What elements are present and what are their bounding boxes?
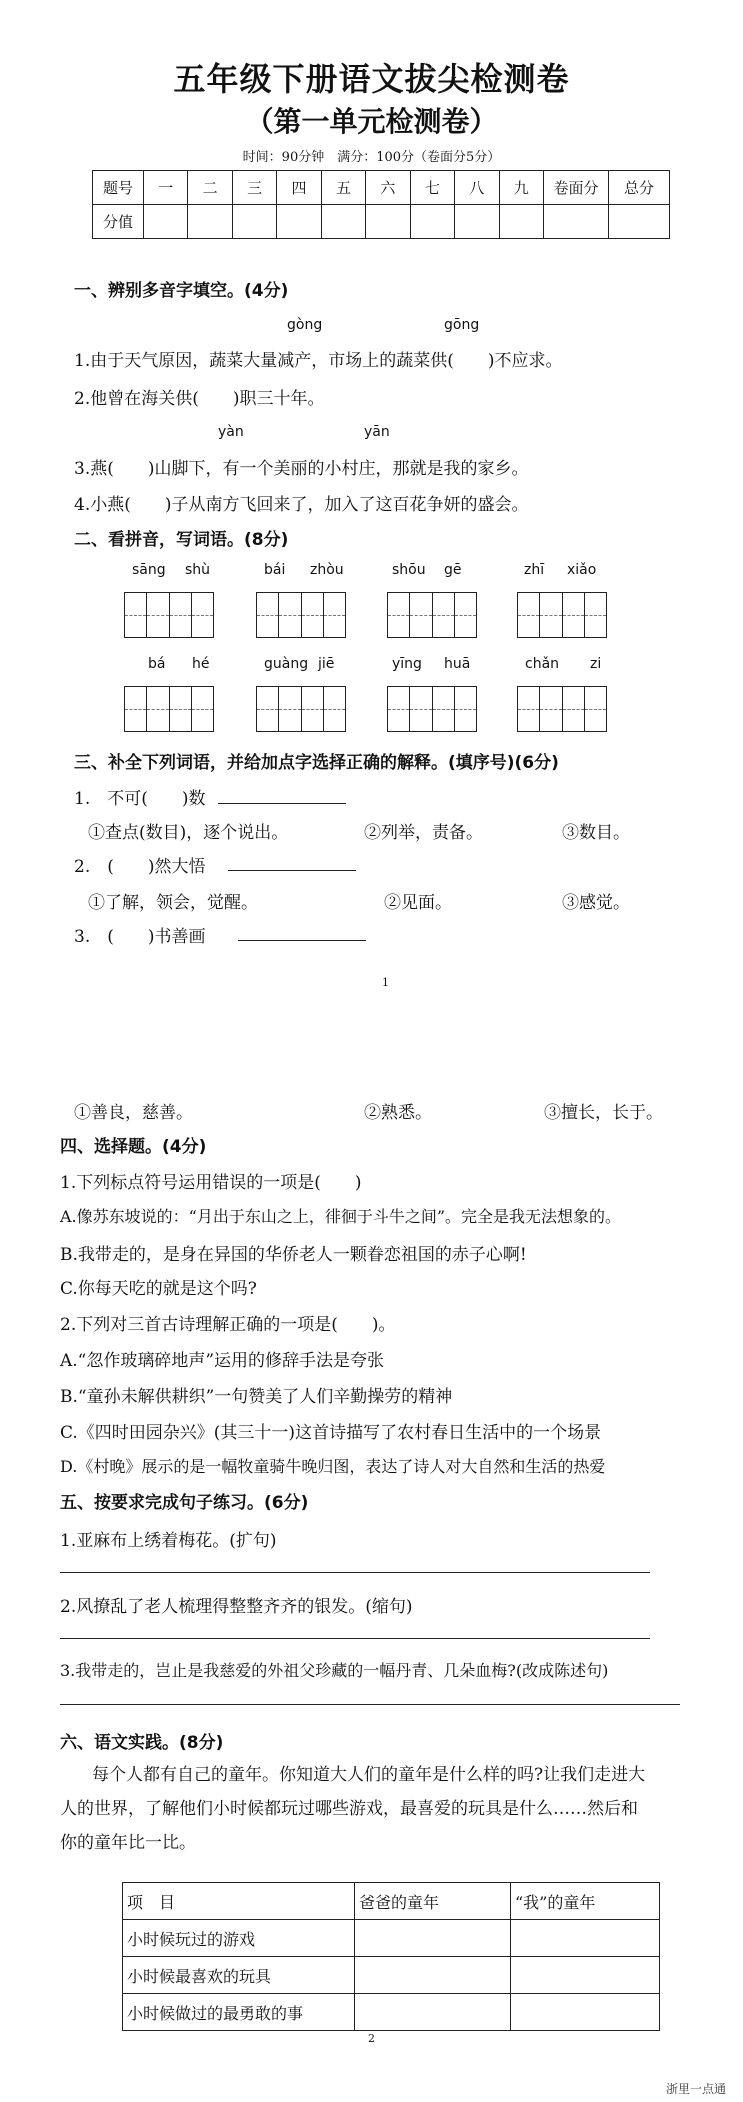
- table-row-label: 小时候做过的最勇敢的事: [123, 1994, 355, 2031]
- score-cell: 一: [144, 171, 188, 205]
- answer-line[interactable]: [218, 803, 346, 804]
- question-text: 2.他曾在海关供( )职三十年。: [74, 389, 325, 409]
- section-heading: 四、选择题。(4分): [60, 1137, 207, 1157]
- score-input-cell[interactable]: [544, 205, 609, 239]
- score-input-cell[interactable]: [277, 205, 321, 239]
- answer-line[interactable]: [60, 1704, 680, 1705]
- option-text: ②见面。: [384, 893, 452, 913]
- option-text: ③数目。: [562, 823, 630, 843]
- exam-meta: 时间：90分钟 满分：100分（卷面分5分）: [242, 150, 501, 165]
- section-heading: 一、辨别多音字填空。(4分): [74, 281, 289, 301]
- score-cell: 五: [321, 171, 365, 205]
- pinyin: xiǎo: [567, 562, 597, 578]
- score-cell: 八: [455, 171, 499, 205]
- score-input-cell[interactable]: [499, 205, 544, 239]
- table-answer-cell[interactable]: [355, 1957, 511, 1994]
- score-cell: 七: [410, 171, 454, 205]
- score-cell: 卷面分: [544, 171, 609, 205]
- score-input-cell[interactable]: [410, 205, 454, 239]
- score-input-cell[interactable]: [144, 205, 188, 239]
- table-answer-cell[interactable]: [511, 1957, 660, 1994]
- score-cell: 六: [366, 171, 410, 205]
- option-text: C.《四时田园杂兴》(其三十一)这首诗描写了农村春日生活中的一个场景: [60, 1423, 602, 1443]
- option-text: D.《村晚》展示的是一幅牧童骑牛晚归图，表达了诗人对大自然和生活的热爱: [60, 1457, 606, 1476]
- table-answer-cell[interactable]: [511, 1920, 660, 1957]
- question-text: 1.下列标点符号运用错误的一项是( ): [60, 1173, 362, 1193]
- score-input-cell[interactable]: [188, 205, 232, 239]
- pinyin: zhòu: [310, 562, 344, 578]
- table-header-cell: 项 目: [123, 1883, 355, 1920]
- option-text: ②列举，责备。: [364, 823, 483, 843]
- page-number: 1: [382, 976, 389, 989]
- answer-line[interactable]: [238, 940, 366, 941]
- score-input-cell[interactable]: [609, 205, 670, 239]
- question-text: 2.下列对三首古诗理解正确的一项是( )。: [60, 1315, 396, 1335]
- table-answer-cell[interactable]: [511, 1994, 660, 2031]
- option-text: ①查点(数目)，逐个说出。: [88, 823, 289, 843]
- question-text: 3.燕( )山脚下，有一个美丽的小村庄，那就是我的家乡。: [74, 459, 529, 479]
- option-text: ②熟悉。: [364, 1103, 432, 1123]
- option-text: ①善良，慈善。: [74, 1103, 193, 1123]
- option-text: ③感觉。: [562, 893, 630, 913]
- pinyin: zhī: [524, 562, 545, 578]
- question-text: 4.小燕( )子从南方飞回来了，加入了这百花争妍的盛会。: [74, 495, 529, 515]
- pinyin: huā: [444, 656, 471, 672]
- writing-box[interactable]: [517, 686, 607, 732]
- writing-box[interactable]: [256, 592, 346, 638]
- option-text: B.“童孙未解供耕织”一句赞美了人们辛勤操劳的精神: [60, 1387, 453, 1407]
- writing-box[interactable]: [517, 592, 607, 638]
- table-answer-cell[interactable]: [355, 1994, 511, 2031]
- score-input-cell[interactable]: [321, 205, 365, 239]
- writing-box[interactable]: [124, 686, 214, 732]
- writing-box[interactable]: [387, 592, 477, 638]
- pinyin: chǎn: [525, 656, 560, 672]
- score-cell: 题号: [93, 171, 144, 205]
- pinyin: yàn: [218, 424, 244, 440]
- pinyin: gē: [444, 562, 462, 578]
- table-row-label: 小时候最喜欢的玩具: [123, 1957, 355, 1994]
- pinyin: zi: [590, 656, 602, 672]
- section-heading: 六、语文实践。(8分): [60, 1733, 224, 1753]
- question-text: 3.我带走的，岂止是我慈爱的外祖父珍藏的一幅丹青、几朵血梅?(改成陈述句): [60, 1661, 609, 1680]
- option-text: C.你每天吃的就是这个吗?: [60, 1279, 257, 1299]
- score-table-value-row: [93, 205, 670, 239]
- pinyin: shù: [185, 562, 211, 578]
- pinyin: jiē: [318, 656, 335, 672]
- practice-table: [122, 1882, 660, 2031]
- option-text: ③擅长，长于。: [544, 1103, 663, 1123]
- score-cell: 三: [232, 171, 276, 205]
- section-heading: 三、补全下列词语，并给加点字选择正确的解释。(填序号)(6分): [74, 753, 559, 773]
- option-text: A.像苏东坡说的：“月出于东山之上，徘徊于斗牛之间”。完全是我无法想象的。: [60, 1207, 622, 1226]
- question-text: 3. ( )书善画: [74, 927, 206, 947]
- writing-box[interactable]: [256, 686, 346, 732]
- page-subtitle: （第一单元检测卷）: [245, 105, 498, 138]
- score-table: [92, 170, 670, 239]
- score-cell: 分值: [93, 205, 144, 239]
- score-input-cell[interactable]: [366, 205, 410, 239]
- score-cell: 二: [188, 171, 232, 205]
- option-text: B.我带走的，是身在异国的华侨老人一颗眷恋祖国的赤子心啊!: [60, 1245, 527, 1265]
- question-text: 2.风撩乱了老人梳理得整整齐齐的银发。(缩句): [60, 1597, 413, 1617]
- question-text: 1.亚麻布上绣着梅花。(扩句): [60, 1531, 277, 1551]
- score-input-cell[interactable]: [232, 205, 276, 239]
- pinyin: yīng: [392, 656, 422, 672]
- writing-box[interactable]: [124, 592, 214, 638]
- pinyin: gōng: [444, 317, 480, 333]
- table-answer-cell[interactable]: [355, 1920, 511, 1957]
- table-header-row: [123, 1883, 660, 1920]
- question-text: 2. ( )然大悟: [74, 857, 206, 877]
- answer-line[interactable]: [60, 1638, 650, 1639]
- table-header-cell: 爸爸的童年: [355, 1883, 511, 1920]
- table-row: [123, 1957, 660, 1994]
- paragraph-line: 每个人都有自己的童年。你知道大人们的童年是什么样的吗?让我们走进大: [92, 1765, 646, 1785]
- question-text: 1.由于天气原因，蔬菜大量减产，市场上的蔬菜供( )不应求。: [74, 351, 563, 371]
- page-number: 2: [368, 2032, 375, 2045]
- option-text: A.“忽作玻璃碎地声”运用的修辞手法是夸张: [60, 1351, 385, 1371]
- question-text: 1. 不可( )数: [74, 789, 206, 809]
- score-table-header-row: [93, 171, 670, 205]
- pinyin: guàng: [264, 656, 309, 672]
- paragraph-line: 你的童年比一比。: [60, 1833, 196, 1853]
- pinyin: bá: [148, 656, 166, 672]
- pinyin: yān: [364, 424, 390, 440]
- score-cell: 四: [277, 171, 321, 205]
- answer-line[interactable]: [60, 1572, 650, 1573]
- answer-line[interactable]: [228, 870, 356, 871]
- score-cell: 总分: [609, 171, 670, 205]
- table-row: [123, 1920, 660, 1957]
- pinyin: sāng: [132, 562, 166, 578]
- pinyin: hé: [192, 656, 210, 672]
- section-heading: 五、按要求完成句子练习。(6分): [60, 1493, 309, 1513]
- pinyin: bái: [264, 562, 286, 578]
- table-row-label: 小时候玩过的游戏: [123, 1920, 355, 1957]
- writing-box[interactable]: [387, 686, 477, 732]
- table-row: [123, 1994, 660, 2031]
- section-heading: 二、看拼音，写词语。(8分): [74, 530, 289, 550]
- watermark-text: 浙里一点通: [666, 2082, 727, 2096]
- table-header-cell: “我”的童年: [511, 1883, 660, 1920]
- pinyin: shōu: [392, 562, 426, 578]
- score-input-cell[interactable]: [455, 205, 499, 239]
- paragraph-line: 人的世界，了解他们小时候都玩过哪些游戏，最喜爱的玩具是什么……然后和: [60, 1799, 638, 1819]
- page-title: 五年级下册语文拔尖检测卷: [173, 60, 570, 98]
- option-text: ①了解，领会，觉醒。: [88, 893, 258, 913]
- score-cell: 九: [499, 171, 544, 205]
- pinyin: gòng: [287, 317, 323, 333]
